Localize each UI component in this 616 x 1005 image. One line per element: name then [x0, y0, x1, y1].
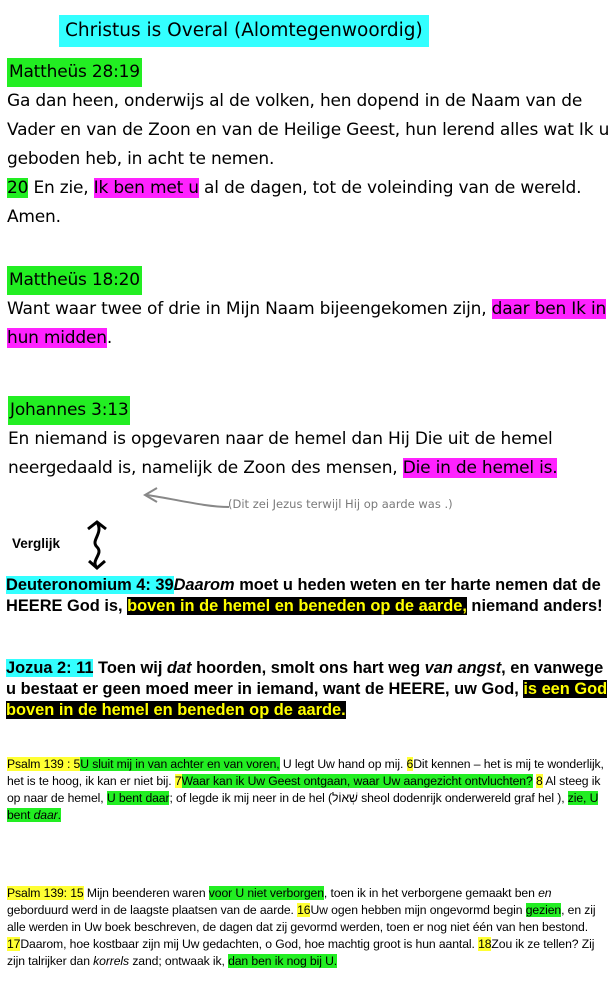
verse-text: Daarom, hoe kostbaar zijn mij Uw gedachten, o God, hoe machtig groot is hun aantal. [20, 937, 479, 951]
annotation-note: (Dit zei Jezus terwijl Hij op aarde was .) [228, 497, 453, 511]
verse-text: Dit kennen – het is mij te wonderlijk, het is te hoog, ik kan er niet bij. [7, 757, 604, 788]
verse-text: geborduurd werd in de laagste plaatsen van de aarde. [7, 903, 298, 917]
verse-number: 18 [478, 937, 492, 951]
highlighted-text: Die in de hemel is. [402, 458, 558, 478]
verse-reference: Johannes 3:13 [8, 396, 130, 425]
italic-text: daar [33, 808, 58, 822]
verse-text: zand; ontwaak ik, [129, 954, 229, 968]
verse-text: En niemand is opgevaren naar de hemel dan Hij Die uit de hemel neergedaald is, namelijk de Zoon des mensen, [8, 429, 553, 478]
italic-text: Daarom [173, 576, 235, 594]
verse-number: 7 [174, 774, 182, 788]
verse-text: ; of legde ik mij neer in de hel (שְׁאוֹל sheol dodenrijk onderwereld graf hel ), [169, 791, 568, 805]
compare-label: Verglijk [12, 536, 61, 551]
verse-text: En zie, [28, 178, 94, 198]
verse-text: Uw ogen hebben mijn ongevormd begin [310, 903, 526, 917]
verse-text: . [106, 328, 113, 348]
verse-reference: Mattheüs 18:20 [7, 266, 142, 295]
highlighted-text-part: zie, U bent [7, 791, 599, 822]
verse-text: Al steeg ik op naar de hemel, [7, 774, 601, 805]
highlighted-text: daar ben Ik in hun midden [7, 299, 607, 348]
highlighted-text: Waar kan ik Uw Geest ontgaan, waar Uw aangezicht ontvluchten? [181, 774, 533, 788]
verse-block-psalm-139-5 [7, 756, 610, 824]
verse-number: 16 [297, 903, 311, 917]
verse-block-psalm-139-15 [7, 885, 610, 970]
verse-block-matthew-18 [7, 266, 612, 353]
verse-text: U legt Uw hand op mij. [279, 757, 407, 771]
italic-text: dat [166, 659, 192, 677]
highlighted-text-part: . [57, 808, 61, 822]
verse-text: hoorden, smolt ons hart weg [191, 659, 425, 677]
verse-block-deuteronomy [6, 575, 609, 617]
verse-reference: Psalm 139: 15 [7, 886, 84, 900]
highlighted-text: Ik ben met u [93, 178, 199, 198]
verse-reference: Deuteronomium 4: 39 [6, 576, 174, 594]
highlighted-text: U sluit mij in van achter en van voren, [80, 757, 280, 771]
up-down-arrow-icon [80, 520, 110, 570]
highlighted-text: boven in de hemel en beneden op de aarde, [127, 597, 467, 615]
verse-number: 6 [406, 757, 414, 771]
italic-text: en [538, 886, 552, 900]
verse-text: Ga dan heen, onderwijs al de volken, hen dopend in de Naam van de Vader en van de Zoon en van de Heilige Geest, hun lerend alles wat Ik u geboden heb, in acht te nemen. [7, 91, 610, 169]
left-arrow-icon [135, 485, 235, 515]
verse-number: 8 [535, 774, 543, 788]
verse-reference: Jozua 2: 11 [6, 659, 94, 677]
verse-text: , en zij alle werden in Uw boek beschreven, de dagen dat zij gevormd werden, toen er nog niet één van hen bestond. [7, 903, 596, 934]
page-title: Christus is Overal (Alomtegenwoordig) [59, 15, 429, 47]
verse-block-matthew-28 [7, 58, 612, 232]
verse-text: niemand anders! [466, 597, 603, 615]
verse-text: moet u heden weten en ter harte nemen dat de HEERE God is, [6, 576, 601, 615]
verse-reference: Mattheüs 28:19 [7, 58, 142, 87]
highlighted-text: dan ben ik nog bij U. [228, 954, 338, 968]
highlighted-text: voor U niet verborgen [208, 886, 324, 900]
verse-text: , toen ik in het verborgene gemaakt ben [323, 886, 539, 900]
verse-block-john-3 [8, 396, 608, 483]
verse-text: , en vanwege u bestaat er geen moed meer in iemand, want de HEERE, uw God, [6, 659, 604, 698]
italic-text: van angst [424, 659, 502, 677]
verse-number: 17 [7, 937, 21, 951]
verse-text: Zou ik ze tellen? Zij zijn talrijker dan [7, 937, 595, 968]
highlighted-text: U bent daar [106, 791, 170, 805]
italic-text: korrels [93, 954, 130, 968]
verse-text: Want waar twee of drie in Mijn Naam bijeengekomen zijn, [7, 299, 492, 319]
verse-number: 20 [7, 178, 29, 198]
verse-text: al de dagen, tot de voleinding van de wereld. Amen. [7, 178, 582, 227]
verse-text: Toen wij [93, 659, 167, 677]
verse-reference: Psalm 139 : 5 [7, 757, 81, 771]
highlighted-text: is een God boven in de hemel en beneden op de aarde. [6, 680, 608, 719]
verse-text: Mijn beenderen waren [83, 886, 209, 900]
verse-block-joshua [6, 658, 609, 721]
highlighted-text: gezien [525, 903, 562, 917]
